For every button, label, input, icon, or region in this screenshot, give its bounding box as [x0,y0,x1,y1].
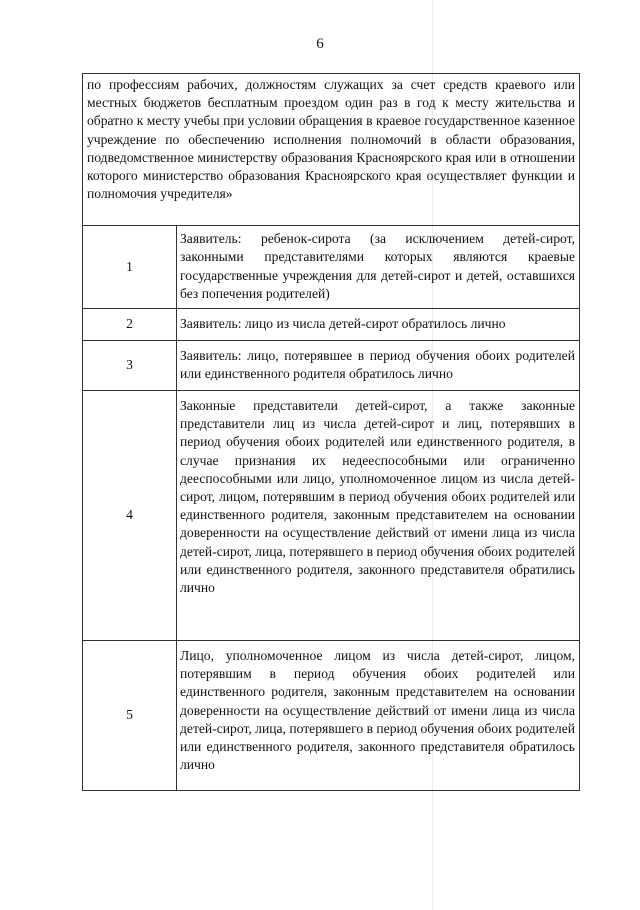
row-text: Заявитель: ребенок-сирота (за исключением детей-сирот, законными представителями которых являются краевые государственные учреждения для детей-сирот и детей, оставшихся без попечения родителей) [177,226,580,309]
row-number: 4 [83,391,177,641]
document-table [82,73,580,791]
row-number: 2 [83,309,177,341]
table-row [83,391,580,641]
table-row [83,226,580,309]
page-number: 6 [316,36,324,52]
table-row [83,341,580,391]
table-row [83,309,580,341]
table-row [83,641,580,791]
row-text: Законные представители детей-сирот, а также законные представители лиц из числа детей-сирот и лиц, потерявших в период обучения обоих родителей или единственного родителя, в случае признания их недееспособными или ограниченно дееспособными или лицо, уполномоченное лицом из числа детей-сирот, лицом, потерявшим в период обучения обоих родителей или единственного родителя, законным представителем на основании доверенности на осуществление действий от имени лица из числа детей-сирот, лица, потерявшего в период обучения обоих родителей или единственного родителя, законного представителя обратились лично [177,391,580,641]
table-continuation-text: по профессиям рабочих, должностям служащих за счет средств краевого или местных бюджетов бесплатным проездом один раз в год к месту жительства и обратно к месту учебы при условии обращения в краевое государственное казенное учреждение по обеспечению исполнения полномочий в области образования, подведомственное министерству образования Красноярского края или в отношении которого министерство образования Красноярского края осуществляет функции и полномочия учредителя» [82,73,580,225]
row-number: 5 [83,641,177,791]
row-number: 3 [83,341,177,391]
variants-table [82,225,580,791]
row-text: Заявитель: лицо, потерявшее в период обучения обоих родителей или единственного родителя обратилось лично [177,341,580,391]
row-text: Заявитель: лицо из числа детей-сирот обратилось лично [177,309,580,341]
row-number: 1 [83,226,177,309]
row-text: Лицо, уполномоченное лицом из числа детей-сирот, лицом, потерявшим в период обучения обоих родителей или единственного родителя, законным представителем на основании доверенности на осуществление действий от имени лица из числа детей-сирот, лица, потерявшего в период обучения обоих родителей или единственного родителя, законного представителя обратилось лично [177,641,580,791]
